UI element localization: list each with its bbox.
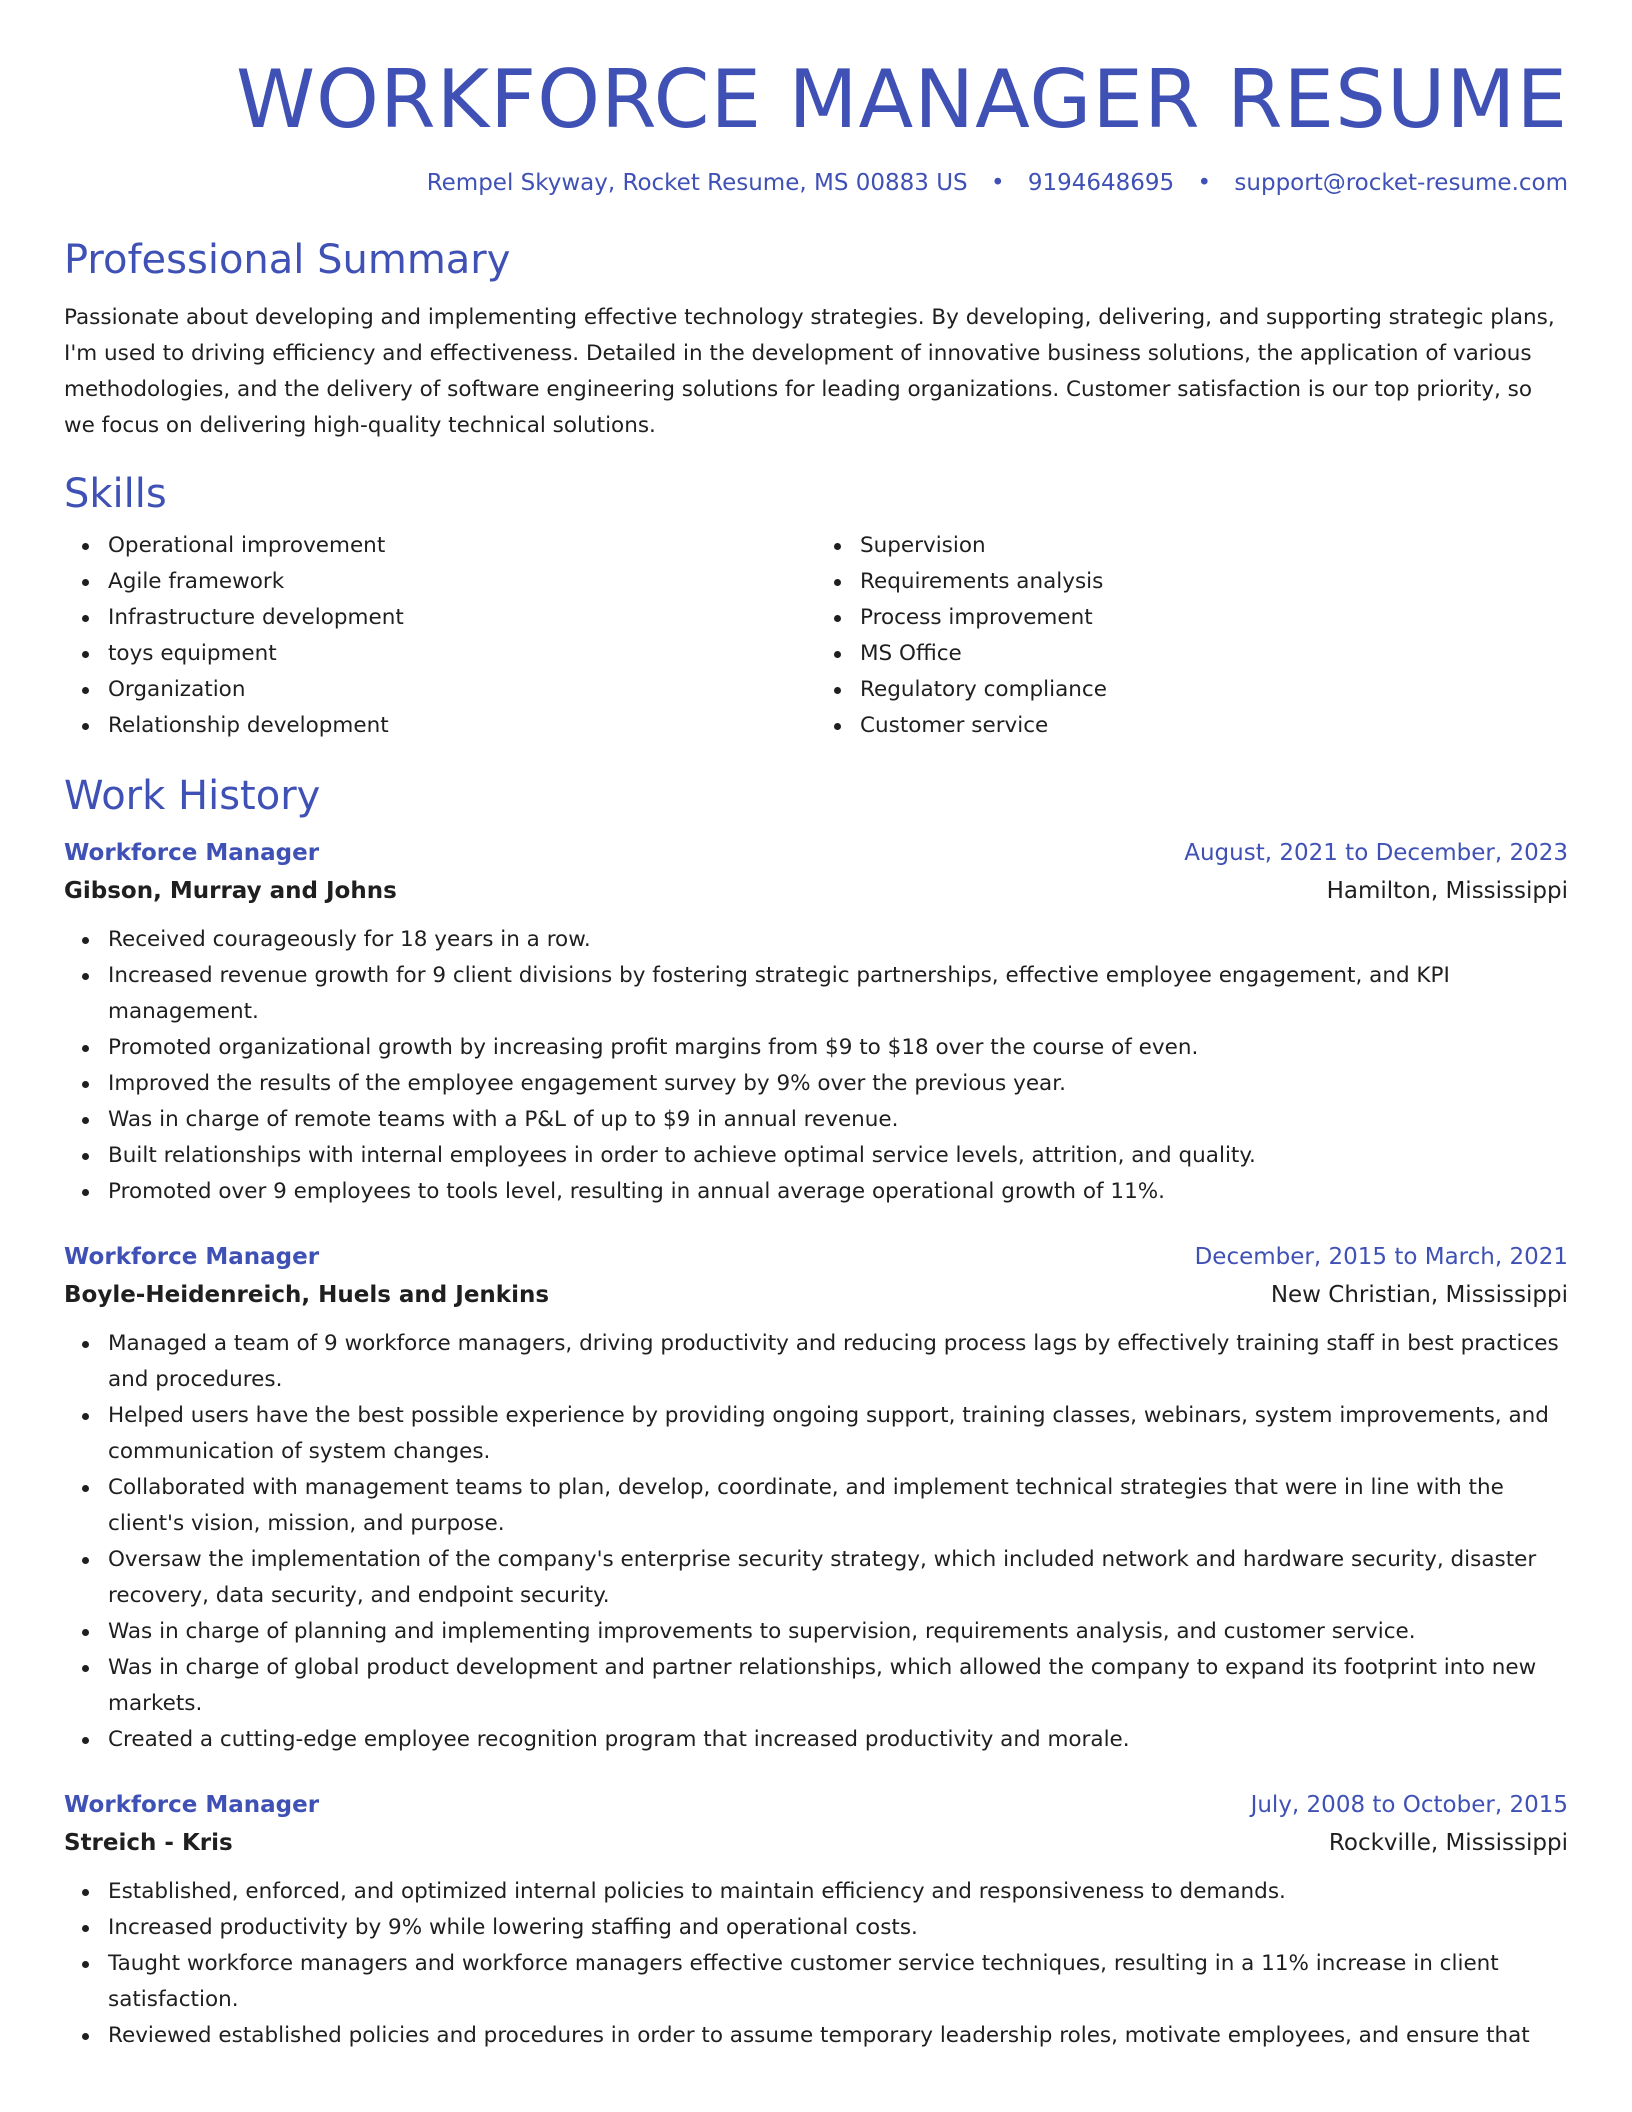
summary-section: [64, 236, 1568, 444]
job-bullet: Increased revenue growth for 9 client divisions by fostering strategic partnerships, effective employee engagement, and KPI management.: [108, 958, 1568, 1030]
job-bullet: Established, enforced, and optimized internal policies to maintain efficiency and responsiveness to demands.: [108, 1874, 1568, 1910]
job-location: Rockville, Mississippi: [1328, 1830, 1568, 1856]
skill-item: Regulatory compliance: [860, 672, 1568, 708]
job-bullet: Improved the results of the employee engagement survey by 9% over the previous year.: [108, 1066, 1568, 1102]
skill-item: Process improvement: [860, 600, 1568, 636]
job-dates: July, 2008 to October, 2015: [1250, 1792, 1568, 1818]
job-bullet: Reviewed established policies and procedures in order to assume temporary leadership roles, motivate employees, and ensure that: [108, 2018, 1568, 2054]
skill-item: Infrastructure development: [108, 600, 816, 636]
job-bullets: [64, 1326, 1568, 1758]
job-dates: August, 2021 to December, 2023: [1184, 840, 1568, 866]
job-bullet: Built relationships with internal employees in order to achieve optimal service levels, attrition, and quality.: [108, 1138, 1568, 1174]
job-company: Boyle-Heidenreich, Huels and Jenkins: [64, 1282, 550, 1308]
job-bullet: Managed a team of 9 workforce managers, driving productivity and reducing process lags by effectively training staff in best practices and procedures.: [108, 1326, 1568, 1398]
job-bullet: Taught workforce managers and workforce managers effective customer service techniques, resulting in a 11% increase in client satisfaction.: [108, 1946, 1568, 2018]
skill-item: Operational improvement: [108, 528, 816, 564]
skill-item: toys equipment: [108, 636, 816, 672]
work-history-heading: Work History: [64, 773, 321, 819]
contact-separator: •: [1197, 170, 1212, 196]
contact-line: [64, 170, 1568, 196]
job-entry: [64, 1786, 1568, 2054]
job-title: Workforce Manager: [64, 840, 320, 866]
job-company: Gibson, Murray and Johns: [64, 878, 397, 904]
job-company-row: [64, 1824, 1568, 1862]
skill-item: Relationship development: [108, 708, 816, 744]
skills-list-left: [64, 528, 816, 744]
job-bullet: Collaborated with management teams to plan, develop, coordinate, and implement technical strategies that were in line with the client's vision, mission, and purpose.: [108, 1470, 1568, 1542]
job-bullet: Created a cutting-edge employee recognition program that increased productivity and morale.: [108, 1722, 1568, 1758]
resume-title: WORKFORCE MANAGER RESUME: [235, 53, 1568, 146]
job-title: Workforce Manager: [64, 1244, 320, 1270]
skills-columns: [64, 528, 1568, 744]
job-header-row: [64, 834, 1568, 872]
contact-separator: •: [990, 170, 1005, 196]
summary-heading: Professional Summary: [64, 237, 511, 283]
job-bullet: Was in charge of remote teams with a P&L of up to $9 in annual revenue.: [108, 1102, 1568, 1138]
job-bullet: Helped users have the best possible experience by providing ongoing support, training classes, webinars, system improvements, and communication of system changes.: [108, 1398, 1568, 1470]
job-bullet: Oversaw the implementation of the company's enterprise security strategy, which included network and hardware security, disaster recovery, data security, and endpoint security.: [108, 1542, 1568, 1614]
work-history-section: [64, 772, 1568, 2054]
resume-header: [64, 0, 1568, 196]
skill-item: Organization: [108, 672, 816, 708]
job-bullet: Received courageously for 18 years in a row.: [108, 922, 1568, 958]
job-bullet: Promoted organizational growth by increasing profit margins from $9 to $18 over the course of even.: [108, 1030, 1568, 1066]
skill-item: Agile framework: [108, 564, 816, 600]
contact-phone: 9194648695: [1027, 170, 1175, 196]
skills-heading: Skills: [64, 471, 167, 517]
job-entry: [64, 834, 1568, 1210]
job-entry: [64, 1238, 1568, 1758]
skill-item: MS Office: [860, 636, 1568, 672]
job-header-row: [64, 1786, 1568, 1824]
job-location: Hamilton, Mississippi: [1326, 878, 1568, 904]
skill-item: Requirements analysis: [860, 564, 1568, 600]
job-location: New Christian, Mississippi: [1270, 1282, 1568, 1308]
contact-email: support@rocket-resume.com: [1234, 170, 1568, 196]
skill-item: Customer service: [860, 708, 1568, 744]
contact-address: Rempel Skyway, Rocket Resume, MS 00883 US: [426, 170, 968, 196]
job-bullets: [64, 1874, 1568, 2054]
job-dates: December, 2015 to March, 2021: [1194, 1244, 1568, 1270]
job-company-row: [64, 1276, 1568, 1314]
job-company: Streich - Kris: [64, 1830, 233, 1856]
job-bullet: Promoted over 9 employees to tools level, resulting in annual average operational growth of 11%.: [108, 1174, 1568, 1210]
job-company-row: [64, 872, 1568, 910]
summary-text: Passionate about developing and implementing effective technology strategies. By developing, delivering, and supporting strategic plans, I'm used to driving efficiency and effectiveness. Detailed in the development of innovative business solutions, the application of various methodologies, and the delivery of software engineering solutions for leading organizations. Customer satisfaction is our top priority, so we focus on delivering high-quality technical solutions.: [64, 305, 1555, 438]
job-bullet: Increased productivity by 9% while lowering staffing and operational costs.: [108, 1910, 1568, 1946]
job-bullet: Was in charge of global product development and partner relationships, which allowed the company to expand its footprint into new markets.: [108, 1650, 1568, 1722]
skills-list-right: [816, 528, 1568, 744]
skill-item: Supervision: [860, 528, 1568, 564]
job-bullet: Was in charge of planning and implementing improvements to supervision, requirements analysis, and customer service.: [108, 1614, 1568, 1650]
job-bullets: [64, 922, 1568, 1210]
job-title: Workforce Manager: [64, 1792, 320, 1818]
job-header-row: [64, 1238, 1568, 1276]
skills-section: [64, 470, 1568, 744]
